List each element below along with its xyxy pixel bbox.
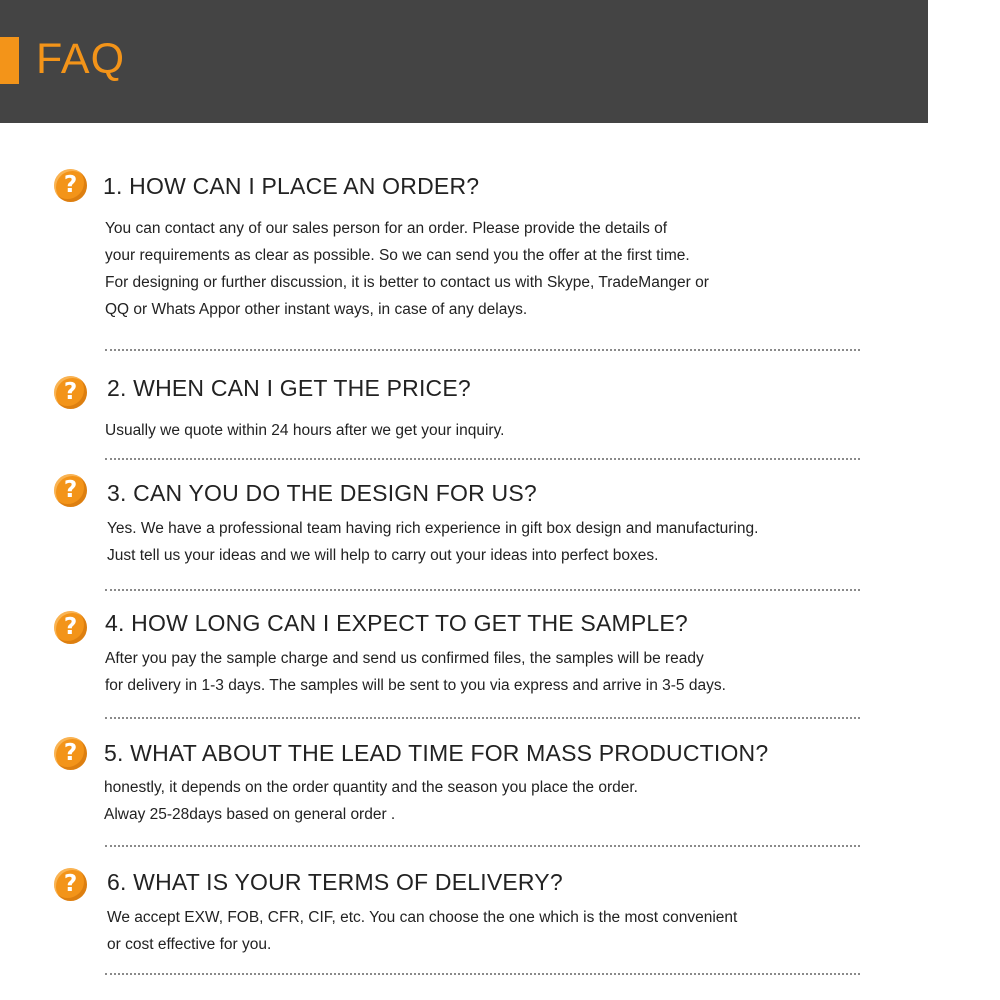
faq-answer bbox=[107, 515, 758, 569]
question-mark-icon: ? bbox=[54, 611, 87, 644]
faq-question: 2. WHEN CAN I GET THE PRICE? bbox=[107, 375, 471, 401]
faq-answer-line: honestly, it depends on the order quantity and the season you place the order. bbox=[104, 779, 638, 796]
faq-answer bbox=[105, 417, 504, 444]
question-mark-icon: ? bbox=[54, 376, 87, 409]
dotted-divider bbox=[105, 845, 860, 847]
question-mark-icon: ? bbox=[54, 474, 87, 507]
faq-header bbox=[0, 0, 928, 123]
faq-answer bbox=[107, 904, 737, 958]
faq-answer bbox=[104, 774, 638, 828]
faq-answer-line: or cost effective for you. bbox=[107, 936, 272, 953]
faq-answer-line: Usually we quote within 24 hours after we get your inquiry. bbox=[105, 422, 505, 439]
faq-answer-line: for delivery in 1-3 days. The samples will be sent to you via express and arrive in 3-5 days. bbox=[105, 677, 726, 694]
faq-answer-line: Just tell us your ideas and we will help to carry out your ideas into perfect boxes. bbox=[107, 547, 659, 564]
faq-answer bbox=[105, 215, 709, 323]
question-mark-icon: ? bbox=[54, 169, 87, 202]
dotted-divider bbox=[105, 717, 860, 719]
faq-question: 5. WHAT ABOUT THE LEAD TIME FOR MASS PRODUCTION? bbox=[104, 740, 769, 766]
page-title: FAQ bbox=[36, 35, 126, 83]
faq-answer-line: Alway 25-28days based on general order . bbox=[104, 806, 396, 823]
question-mark-icon: ? bbox=[54, 737, 87, 770]
question-mark-icon: ? bbox=[54, 868, 87, 901]
faq-question: 4. HOW LONG CAN I EXPECT TO GET THE SAMPLE? bbox=[105, 610, 688, 636]
faq-answer-line: You can contact any of our sales person for an order. Please provide the details of bbox=[105, 220, 668, 237]
faq-question: 3. CAN YOU DO THE DESIGN FOR US? bbox=[107, 480, 537, 506]
faq-answer-line: your requirements as clear as possible. So we can send you the offer at the first time. bbox=[105, 247, 690, 264]
faq-answer-line: After you pay the sample charge and send us confirmed files, the samples will be ready bbox=[105, 650, 704, 667]
header-accent-bar bbox=[0, 37, 19, 84]
dotted-divider bbox=[105, 589, 860, 591]
dotted-divider bbox=[105, 458, 860, 460]
faq-answer bbox=[105, 645, 726, 699]
dotted-divider bbox=[105, 973, 860, 975]
faq-question: 6. WHAT IS YOUR TERMS OF DELIVERY? bbox=[107, 869, 563, 895]
faq-answer-line: Yes. We have a professional team having rich experience in gift box design and manufacturing. bbox=[107, 520, 759, 537]
dotted-divider bbox=[105, 349, 860, 351]
faq-question: 1. HOW CAN I PLACE AN ORDER? bbox=[103, 173, 480, 199]
faq-answer-line: We accept EXW, FOB, CFR, CIF, etc. You can choose the one which is the most convenient bbox=[107, 909, 738, 926]
faq-list bbox=[0, 123, 1000, 1000]
faq-answer-line: QQ or Whats Appor other instant ways, in case of any delays. bbox=[105, 301, 528, 318]
faq-answer-line: For designing or further discussion, it is better to contact us with Skype, TradeManger or bbox=[105, 274, 709, 291]
